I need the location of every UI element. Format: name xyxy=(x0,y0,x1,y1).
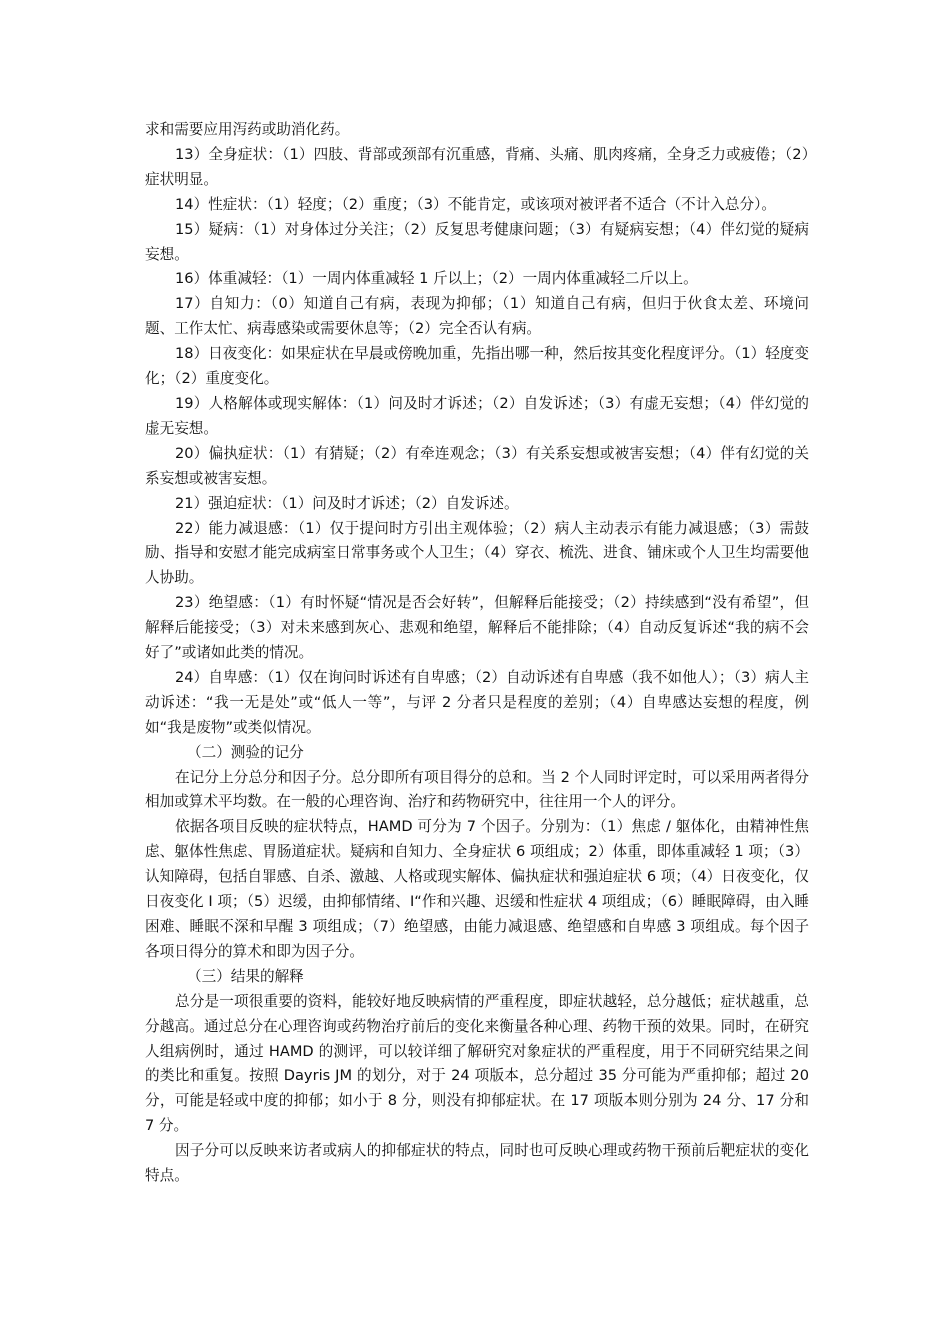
paragraph: 19）人格解体或现实解体：（1）问及时才诉述；（2）自发诉述；（3）有虚无妄想；（4）伴幻觉的虚无妄想。 xyxy=(145,394,809,437)
paragraph: 21）强迫症状：（1）问及时才诉述；（2）自发诉述。 xyxy=(175,494,519,512)
paragraph: 23）绝望感：（1）有时怀疑“情况是否会好转”，但解释后能接受；（2）持续感到“没有希望”，但解释后能接受；（3）对未来感到灰心、悲观和绝望，解释后不能排除；（4）自动反复诉述“我的病不会好了”或诸如此类的情况。 xyxy=(145,594,809,662)
document-page xyxy=(145,118,809,1189)
paragraph: 24）自卑感：（1）仅在询问时诉述有自卑感；（2）自动诉述有自卑感（我不如他人）；（3）病人主动诉述：“我一无是处”或“低人一等”，与评 2 分者只是程度的差别；（4）自卑感达妄想的程度，例如“我是废物”或类似情况。 xyxy=(145,668,809,736)
paragraph: 20）偏执症状：（1）有猜疑；（2）有牵连观念；（3）有关系妄想或被害妄想；（4）伴有幻觉的关系妄想或被害妄想。 xyxy=(145,444,809,487)
section-heading: （三）结果的解释 xyxy=(187,967,304,985)
paragraph: 16）体重减轻：（1）一周内体重减轻 1 斤以上；（2）一周内体重减轻二斤以上。 xyxy=(175,270,698,288)
paragraph: 18）日夜变化：如果症状在早晨或傍晚加重，先指出哪一种，然后按其变化程度评分。（1）轻度变化；（2）重度变化。 xyxy=(145,345,809,388)
paragraph: 依据各项目反映的症状特点，HAMD 可分为 7 个因子。分别为：（1）焦虑 / 躯体化，由精神性焦虑、躯体性焦虑、胃肠道症状。疑病和自知力、全身症状 6 项组成；2）体重，即体重减轻 1 项；（3）认知障碍，包括自罪感、自杀、激越、人格或现实解体、偏执症状和强迫症状 6 项；（4）日夜变化，仅日夜变化 I 项；（5）迟缓，由抑郁情绪、I“作和兴趣、迟缓和性症状 4 项组成；（6）睡眠障碍，由入睡困难、睡眠不深和早醒 3 项组成；（7）绝望感，由能力减退感、绝望感和自卑感 3 项组成。每个因子各项日得分的算术和即为因子分。 xyxy=(145,818,809,960)
paragraph: 因子分可以反映来访者或病人的抑郁症状的特点，同时也可反映心理或药物干预前后靶症状的变化特点。 xyxy=(145,1142,809,1185)
paragraph: 14）性症状：（1）轻度；（2）重度；（3）不能肯定，或该项对被评者不适合（不计入总分）。 xyxy=(175,195,776,213)
section-heading: （二）测验的记分 xyxy=(187,743,304,761)
paragraph: 17）自知力：（0）知道自己有病，表现为抑郁；（1）知道自己有病，但归于伙食太差、环境问题、工作太忙、病毒感染或需要休息等；（2）完全否认有病。 xyxy=(145,295,809,338)
paragraph: 22）能力减退感：（1）仅于提问时方引出主观体验；（2）病人主动表示有能力减退感；（3）需鼓励、指导和安慰才能完成病室日常事务或个人卫生；（4）穿衣、梳洗、进食、铺床或个人卫生均需要他人协助。 xyxy=(145,519,809,587)
paragraph: 总分是一项很重要的资料，能较好地反映病情的严重程度，即症状越轻，总分越低；症状越重，总分越高。通过总分在心理咨询或药物治疗前后的变化来衡量各种心理、药物干预的效果。同时，在研究人组病例时，通过 HAMD 的测评，可以较详细了解研究对象症状的严重程度，用于不同研究结果之间的类比和重复。按照 Dayris JM 的划分，对于 24 项版本，总分超过 35 分可能为严重抑郁；超过 20 分，可能是轻或中度的抑郁；如小于 8 分，则没有抑郁症状。在 17 项版本则分别为 24 分、17 分和 7 分。 xyxy=(145,992,809,1135)
paragraph: 13）全身症状：（1）四肢、背部或颈部有沉重感，背痛、头痛、肌肉疼痛，全身乏力或疲倦；（2）症状明显。 xyxy=(145,145,809,188)
paragraph: 在记分上分总分和因子分。总分即所有项目得分的总和。当 2 个人同时评定时，可以采用两者得分相加或算术平均数。在一般的心理咨询、治疗和药物研究中，往往用一个人的评分。 xyxy=(145,768,809,811)
paragraph: 求和需要应用泻药或助消化药。 xyxy=(145,121,350,138)
paragraph: 15）疑病：（1）对身体过分关注；（2）反复思考健康问题；（3）有疑病妄想；（4）伴幻觉的疑病妄想。 xyxy=(145,220,809,263)
